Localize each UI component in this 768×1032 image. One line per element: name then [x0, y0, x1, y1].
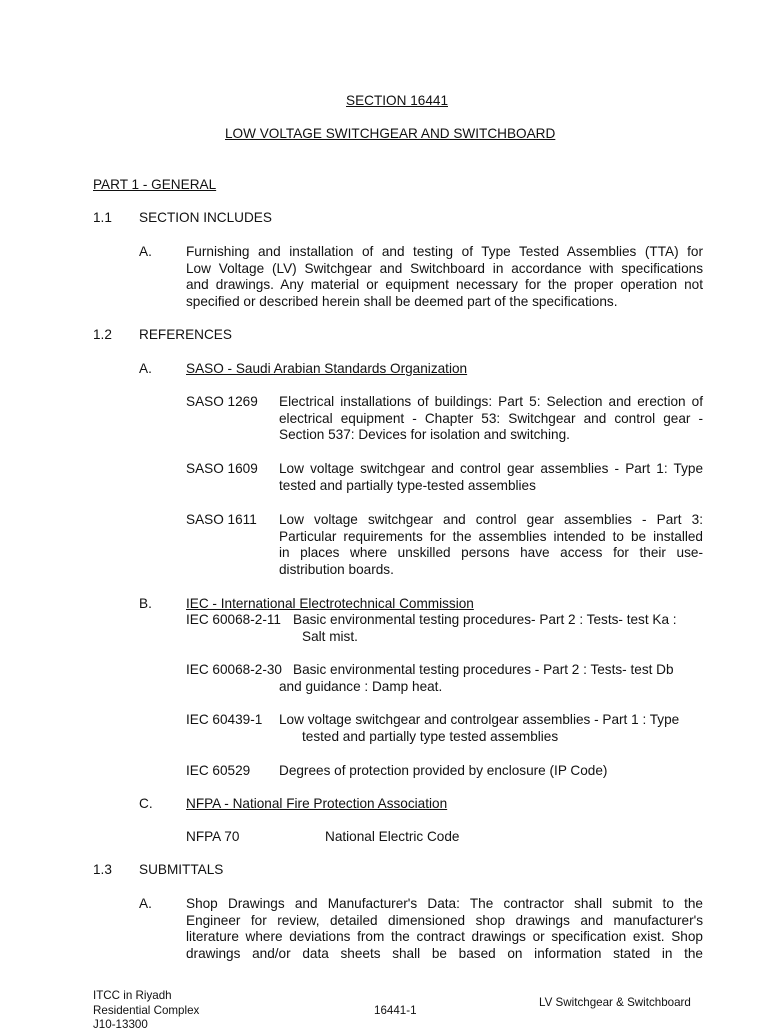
text-line: literature where deviations from the contract drawings or specification exist. Shop [186, 929, 703, 945]
paragraph-text [186, 896, 703, 962]
paragraph-letter: A. [139, 896, 152, 911]
reference-heading: IEC - International Electrotechnical Commission [186, 596, 474, 611]
paragraph-letter: A. [139, 361, 152, 376]
reference-description: Degrees of protection provided by enclosure (IP Code) [279, 763, 608, 778]
reference-code: NFPA 70 [186, 829, 240, 844]
text-line: specified or described herein shall be deemed part of the specifications. [186, 293, 618, 309]
reference-description [279, 512, 703, 578]
article-number: 1.2 [93, 327, 112, 342]
reference-code: SASO 1609 [186, 461, 258, 476]
article-number: 1.1 [93, 210, 112, 225]
text-line: Particular requirements for the assemblies intended to be installed [279, 528, 703, 544]
reference-description: Basic environmental testing procedures- Part 2 : Tests- test Ka : [293, 612, 677, 627]
reference-description [279, 394, 703, 444]
part-title: PART 1 - GENERAL [93, 177, 217, 192]
reference-code: IEC 60529 [186, 763, 251, 778]
reference-heading: SASO - Saudi Arabian Standards Organization [186, 361, 468, 376]
paragraph-letter: A. [139, 244, 152, 259]
text-line: Engineer for review, detailed dimensioned shop drawings and manufacturer's [186, 912, 703, 928]
text-line: and drawings. Any material or equipment necessary for the proper operation not [186, 277, 703, 293]
text-line: Section 537: Devices for isolation and switching. [279, 427, 570, 443]
footer-document-title: LV Switchgear & Switchboard [539, 996, 691, 1009]
reference-description [279, 461, 703, 494]
reference-code: SASO 1611 [186, 512, 257, 527]
paragraph-letter: C. [139, 796, 153, 811]
section-title: LOW VOLTAGE SWITCHGEAR AND SWITCHBOARD [225, 126, 556, 141]
reference-description: National Electric Code [325, 829, 460, 844]
text-line: distribution boards. [279, 561, 394, 577]
article-title: SECTION INCLUDES [139, 210, 272, 225]
reference-description: Low voltage switchgear and controlgear assemblies - Part 1 : Type [279, 712, 680, 727]
article-number: 1.3 [93, 862, 112, 877]
reference-description-cont: Salt mist. [302, 629, 358, 644]
text-line: Low voltage switchgear and control gear assemblies - Part 3: [279, 512, 703, 527]
reference-heading: NFPA - National Fire Protection Association [186, 796, 448, 811]
footer-project-line3: J10-13300 [93, 1018, 148, 1031]
text-line: Furnishing and installation of and testing of Type Tested Assemblies (TTA) for [186, 244, 703, 259]
footer-project-line2: Residential Complex [93, 1004, 200, 1017]
section-number: SECTION 16441 [346, 93, 448, 108]
paragraph-text [186, 244, 703, 310]
article-title: REFERENCES [139, 327, 232, 342]
text-line: tested and partially type-tested assemblies [279, 477, 536, 493]
paragraph-letter: B. [139, 596, 152, 611]
reference-description: Basic environmental testing procedures - Part 2 : Tests- test Db [293, 662, 674, 677]
footer-page-number: 16441-1 [374, 1004, 417, 1017]
text-line: Low Voltage (LV) Switchgear and Switchboard in accordance with specifications [186, 260, 703, 276]
text-line: in places where unskilled persons have access for their use- [279, 545, 703, 561]
reference-code: SASO 1269 [186, 394, 258, 409]
text-line: Low voltage switchgear and control gear assemblies - Part 1: Type [279, 461, 703, 476]
text-line: drawings and/or data sheets shall be based on information stated in the [186, 945, 703, 961]
text-line: electrical equipment - Chapter 53: Switchgear and control gear - [279, 410, 703, 426]
reference-code: IEC 60068-2-30 [186, 662, 282, 677]
reference-code: IEC 60439-1 [186, 712, 263, 727]
article-title: SUBMITTALS [139, 862, 224, 877]
text-line: Shop Drawings and Manufacturer's Data: The contractor shall submit to the [186, 896, 703, 911]
reference-description-cont: and guidance : Damp heat. [279, 679, 443, 694]
reference-code: IEC 60068-2-11 [186, 612, 281, 627]
footer-project-line1: ITCC in Riyadh [93, 989, 172, 1002]
text-line: Electrical installations of buildings: Part 5: Selection and erection of [279, 394, 703, 409]
reference-description-cont: tested and partially type tested assemblies [302, 729, 559, 744]
